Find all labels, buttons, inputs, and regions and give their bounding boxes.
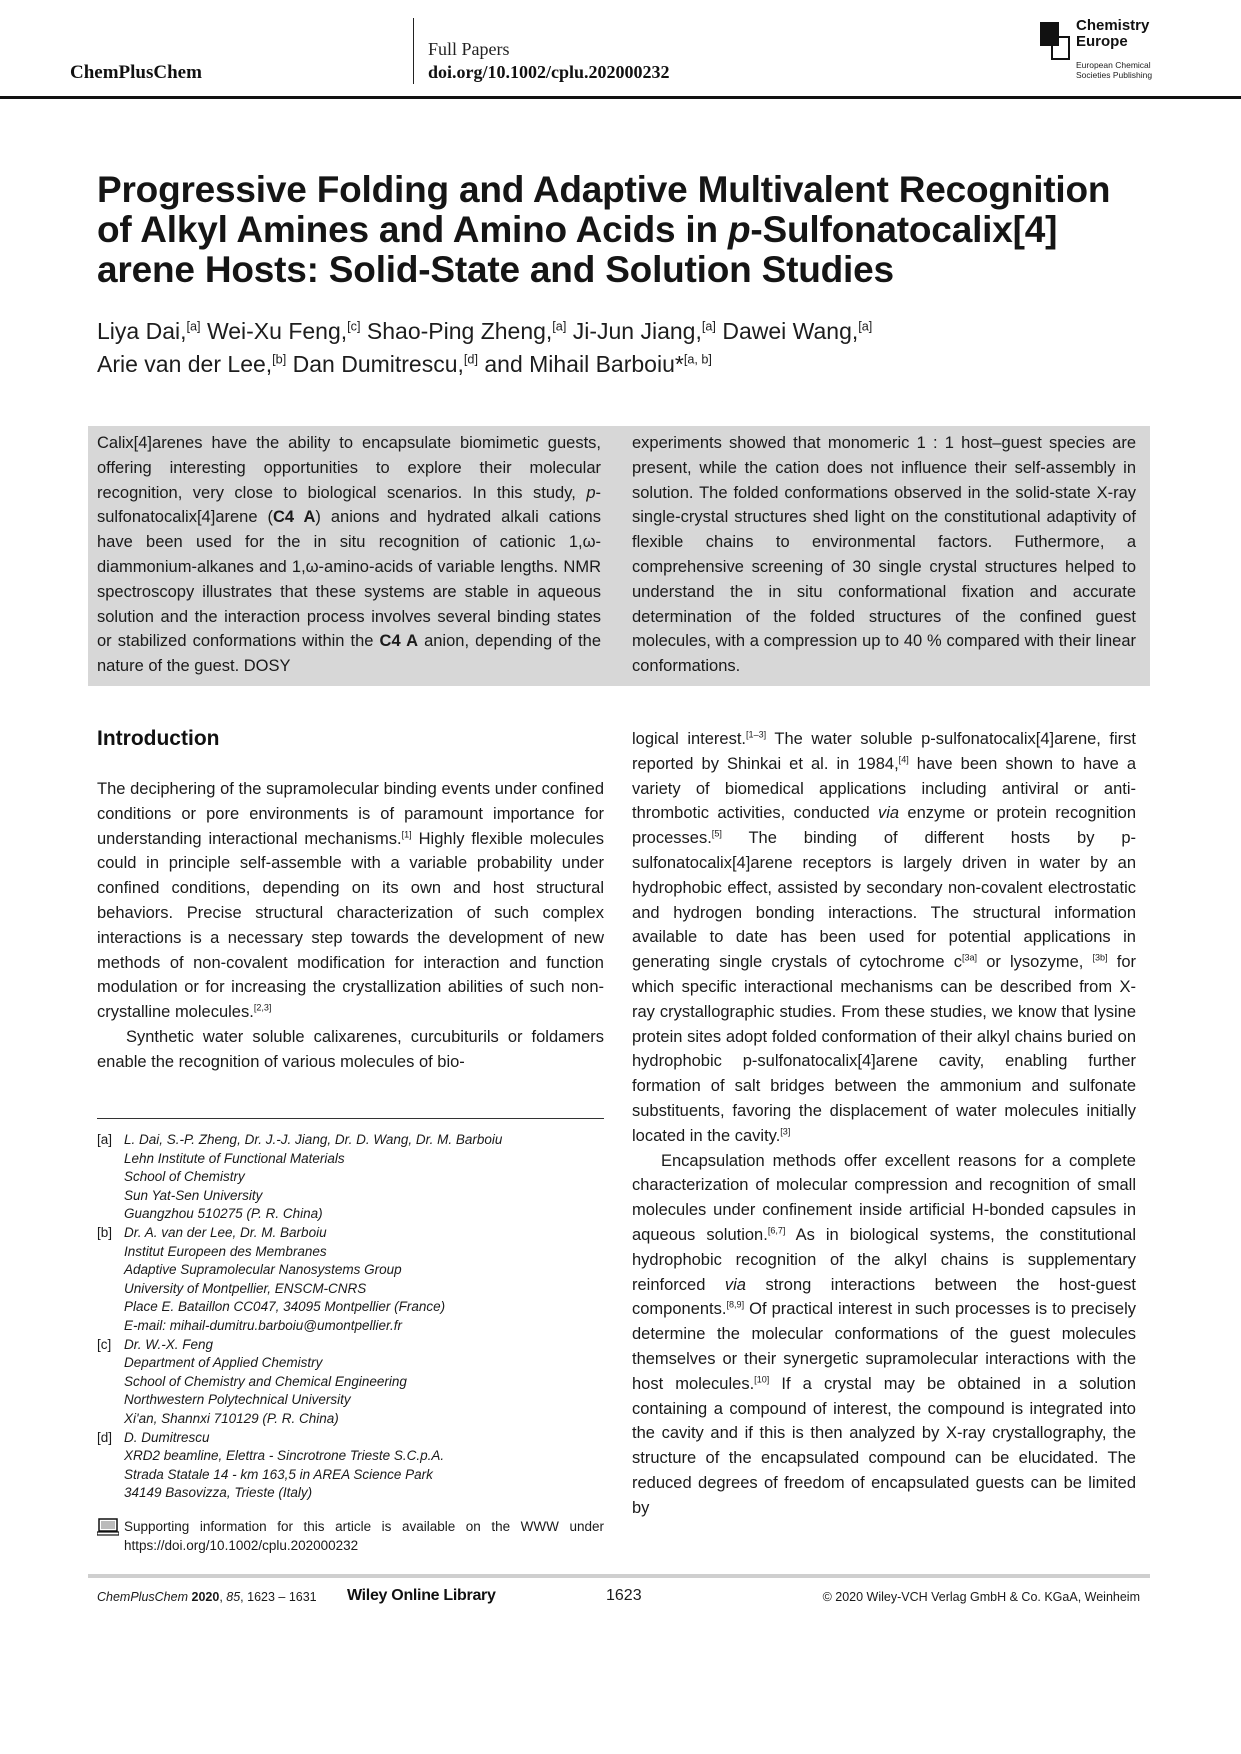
paragraph: logical interest.[1–3] The water soluble p-sulfonatocalix[4]arene, first reported by Shinkai et al. in 1984,[4] have been shown to have a variety of biomedical applications including antiviral or anti-thrombotic activities, conducted via enzyme or protein recognition processes.[5] The binding of different hosts by p-sulfonatocalix[4]arene receptors is largely driven in water by an hydrophobic effect, assisted by secondary non-covalent electrostatic and hydrogen bonding interactions. The structural information available to date has been used for potential applications in generating single crystals of cytochrome c[3a] or lysozyme, [3b] for which specific interactional mechanisms can be described from X-ray crystallographic studies. From these studies, we know that lysine protein sites adopt folded conformation of their alkyl chains buried on hydrophobic p-sulfonatocalix[4]arene cavity, enabling further formation of salt bridges between the ammonium and sulfonate substituents, favoring the displacement of water molecules initially located in the cavity.[3] — [632, 729, 1137, 1145]
citation[interactable]: [10] — [754, 1374, 770, 1385]
header-rule — [0, 96, 1241, 99]
affiliations — [97, 1131, 604, 1503]
citation[interactable]: [6,7] — [767, 1225, 786, 1236]
email-link[interactable]: E-mail: mihail-dumitru.barboiu@umontpellier.fr — [124, 1317, 403, 1333]
body-left-column — [97, 777, 604, 1075]
footer-citation: ChemPlusChem 2020, 85, 1623 – 1631 — [97, 1590, 317, 1604]
author[interactable]: Wei-Xu Feng,[c] — [206, 318, 361, 344]
section-heading-introduction: Introduction — [97, 727, 220, 750]
chemistry-europe-logo-icon — [1040, 22, 1070, 60]
abstract-right-column: experiments showed that monomeric 1 : 1 host–guest species are present, while the cation does not influence their self-assembly in solution. The folded conformations observed in the solid-state X-ray single-crystal structures shed light on the constitutional adaptivity of flexible chains to environmental factors. Futhermore, a comprehensive screening of 30 single crystal structures helped to understand the in situ conformational fixation and accurate determination of the folded structures of the confined guest molecules, with a compression up to 40 % compared with their linear conformations. — [632, 434, 1136, 676]
citation[interactable]: [1] — [401, 829, 412, 840]
article-type: Full Papers — [428, 39, 510, 59]
author[interactable]: Dan Dumitrescu,[d] — [292, 351, 478, 377]
affiliation: [c] Dr. W.-X. Feng Department of Applied Chemistry School of Chemistry and Chemical Engineering Northwestern Polytechnical University Xi'an, Shannxi 710129 (P. R. China) — [97, 1336, 407, 1426]
citation[interactable]: [3a] — [961, 952, 978, 963]
supporting-information — [97, 1518, 604, 1555]
publisher-name: Chemistry Europe — [1076, 17, 1150, 50]
page-number: 1623 — [606, 1587, 642, 1604]
paragraph: The deciphering of the supramolecular binding events under confined conditions or pore environments is of paramount importance for understanding interactional mechanisms.[1] Highly flexible molecules could in principle self-assemble with a variable probability under confined conditions, depending on its own and host structural behaviors. Precise structural characterization of such complex interactions is a necessary step towards the development of new methods of non-covalent modification for interaction and function modulation or for increasing the crystallization abilities of such non-crystalline molecules.[2,3] — [97, 780, 604, 1022]
article-doi[interactable]: doi.org/10.1002/cplu.202000232 — [428, 62, 670, 82]
abstract-left-column: Calix[4]arenes have the ability to encapsulate biomimetic guests, offering interesting opportunities to explore their molecular recognition, very close to biological scenarios. In this study, p-sulfonatocalix[4]arene (C4 A) anions and hydrated alkali cations have been used for the in situ recognition of cationic 1,ω-diammonium-alkanes and 1,ω-amino-acids of variable lengths. NMR spectroscopy illustrates that these systems are stable in aqueous solution and the interaction process involves several binding states or stabilized conformations within the C4 A anion, depending of the nature of the guest. DOSY — [97, 434, 602, 676]
body-right-column — [632, 727, 1136, 1521]
citation[interactable]: [8,9] — [726, 1299, 745, 1310]
paragraph: Encapsulation methods offer excellent reasons for a complete characterization of molecular compression and recognition of small molecules under confinement inside artificial H-bonded capsules in aqueous solution.[6,7] As in biological systems, the constitutional hydrophobic recognition of the alkyl chains is supplementary reinforced via strong interactions between the host-guest components.[8,9] Of practical interest in such processes is to precisely determine the molecular conformations of the guest molecules themselves or their synergetic supramolecular interactions with the host molecules.[10] If a crystal may be obtained in a solution containing a compound of interest, the compound is integrated into the cavity and if this is then analyzed by X-ray crystallography, the structure of the encapsulated compound can be elucidated. The reduced degrees of freedom of encapsulated guests can be limited by — [632, 1151, 1137, 1517]
journal-name: ChemPlusChem — [70, 62, 202, 83]
publisher-subtitle: European Chemical Societies Publishing — [1076, 60, 1153, 80]
header-separator — [413, 18, 414, 84]
wiley-online-library-link[interactable]: Wiley Online Library — [347, 1587, 496, 1604]
paragraph: Synthetic water soluble calixarenes, curcubiturils or foldamers enable the recognition of various molecules of bio- — [97, 1027, 604, 1071]
author[interactable]: Liya Dai,[a] — [97, 318, 201, 344]
author[interactable]: Dawei Wang,[a] — [722, 318, 873, 344]
supporting-info-link[interactable]: Supporting information for this article is available on the WWW under https://doi.org/10.1002/cplu.202000232 — [124, 1519, 604, 1553]
paper-title: Progressive Folding and Adaptive Multivalent Recognition of Alkyl Amines and Amino Acids in p-Sulfonatocalix[4] arene Hosts: Solid-State and Solution Studies — [97, 169, 1111, 290]
citation[interactable]: [1–3] — [746, 729, 767, 740]
author-list — [97, 315, 1157, 381]
citation[interactable]: [4] — [898, 754, 909, 765]
affiliation: [b] Dr. A. van der Lee, Dr. M. Barboiu Institut Europeen des Membranes Adaptive Supramolecular Nanosystems Group University of Montpellier, ENSCM-CNRS Place E. Bataillon CC047, 34095 Montpellier (France) E-mail: mihail-dumitru.barboiu@umontpellier.fr — [97, 1224, 604, 1336]
publisher-logo[interactable] — [1040, 18, 1180, 80]
footnote-rule — [97, 1118, 604, 1119]
footer-rule — [88, 1574, 1150, 1578]
affiliation: [a] L. Dai, S.-P. Zheng, Dr. J.-J. Jiang, Dr. D. Wang, Dr. M. Barboiu Lehn Institute of Functional Materials School of Chemistry Sun Yat-Sen University Guangzhou 510275 (P. R. China) — [97, 1132, 503, 1222]
citation[interactable]: [5] — [711, 828, 722, 839]
author[interactable]: and Mihail Barboiu*[a, b] — [484, 351, 712, 377]
computer-icon — [97, 1518, 124, 1555]
author[interactable]: Ji-Jun Jiang,[a] — [572, 318, 716, 344]
copyright-notice: © 2020 Wiley-VCH Verlag GmbH & Co. KGaA, Weinheim — [822, 1590, 1140, 1604]
citation[interactable]: [3b] — [1092, 952, 1108, 963]
citation[interactable]: [2,3] — [253, 1002, 272, 1013]
author[interactable]: Arie van der Lee,[b] — [97, 351, 287, 377]
citation[interactable]: [3] — [780, 1126, 791, 1137]
affiliation: [d] D. Dumitrescu XRD2 beamline, Elettra - Sincrotrone Trieste S.C.p.A. Strada Statale 14 - km 163,5 in AREA Science Park 34149 Basovizza, Trieste (Italy) — [97, 1429, 445, 1501]
author[interactable]: Shao-Ping Zheng,[a] — [366, 318, 567, 344]
